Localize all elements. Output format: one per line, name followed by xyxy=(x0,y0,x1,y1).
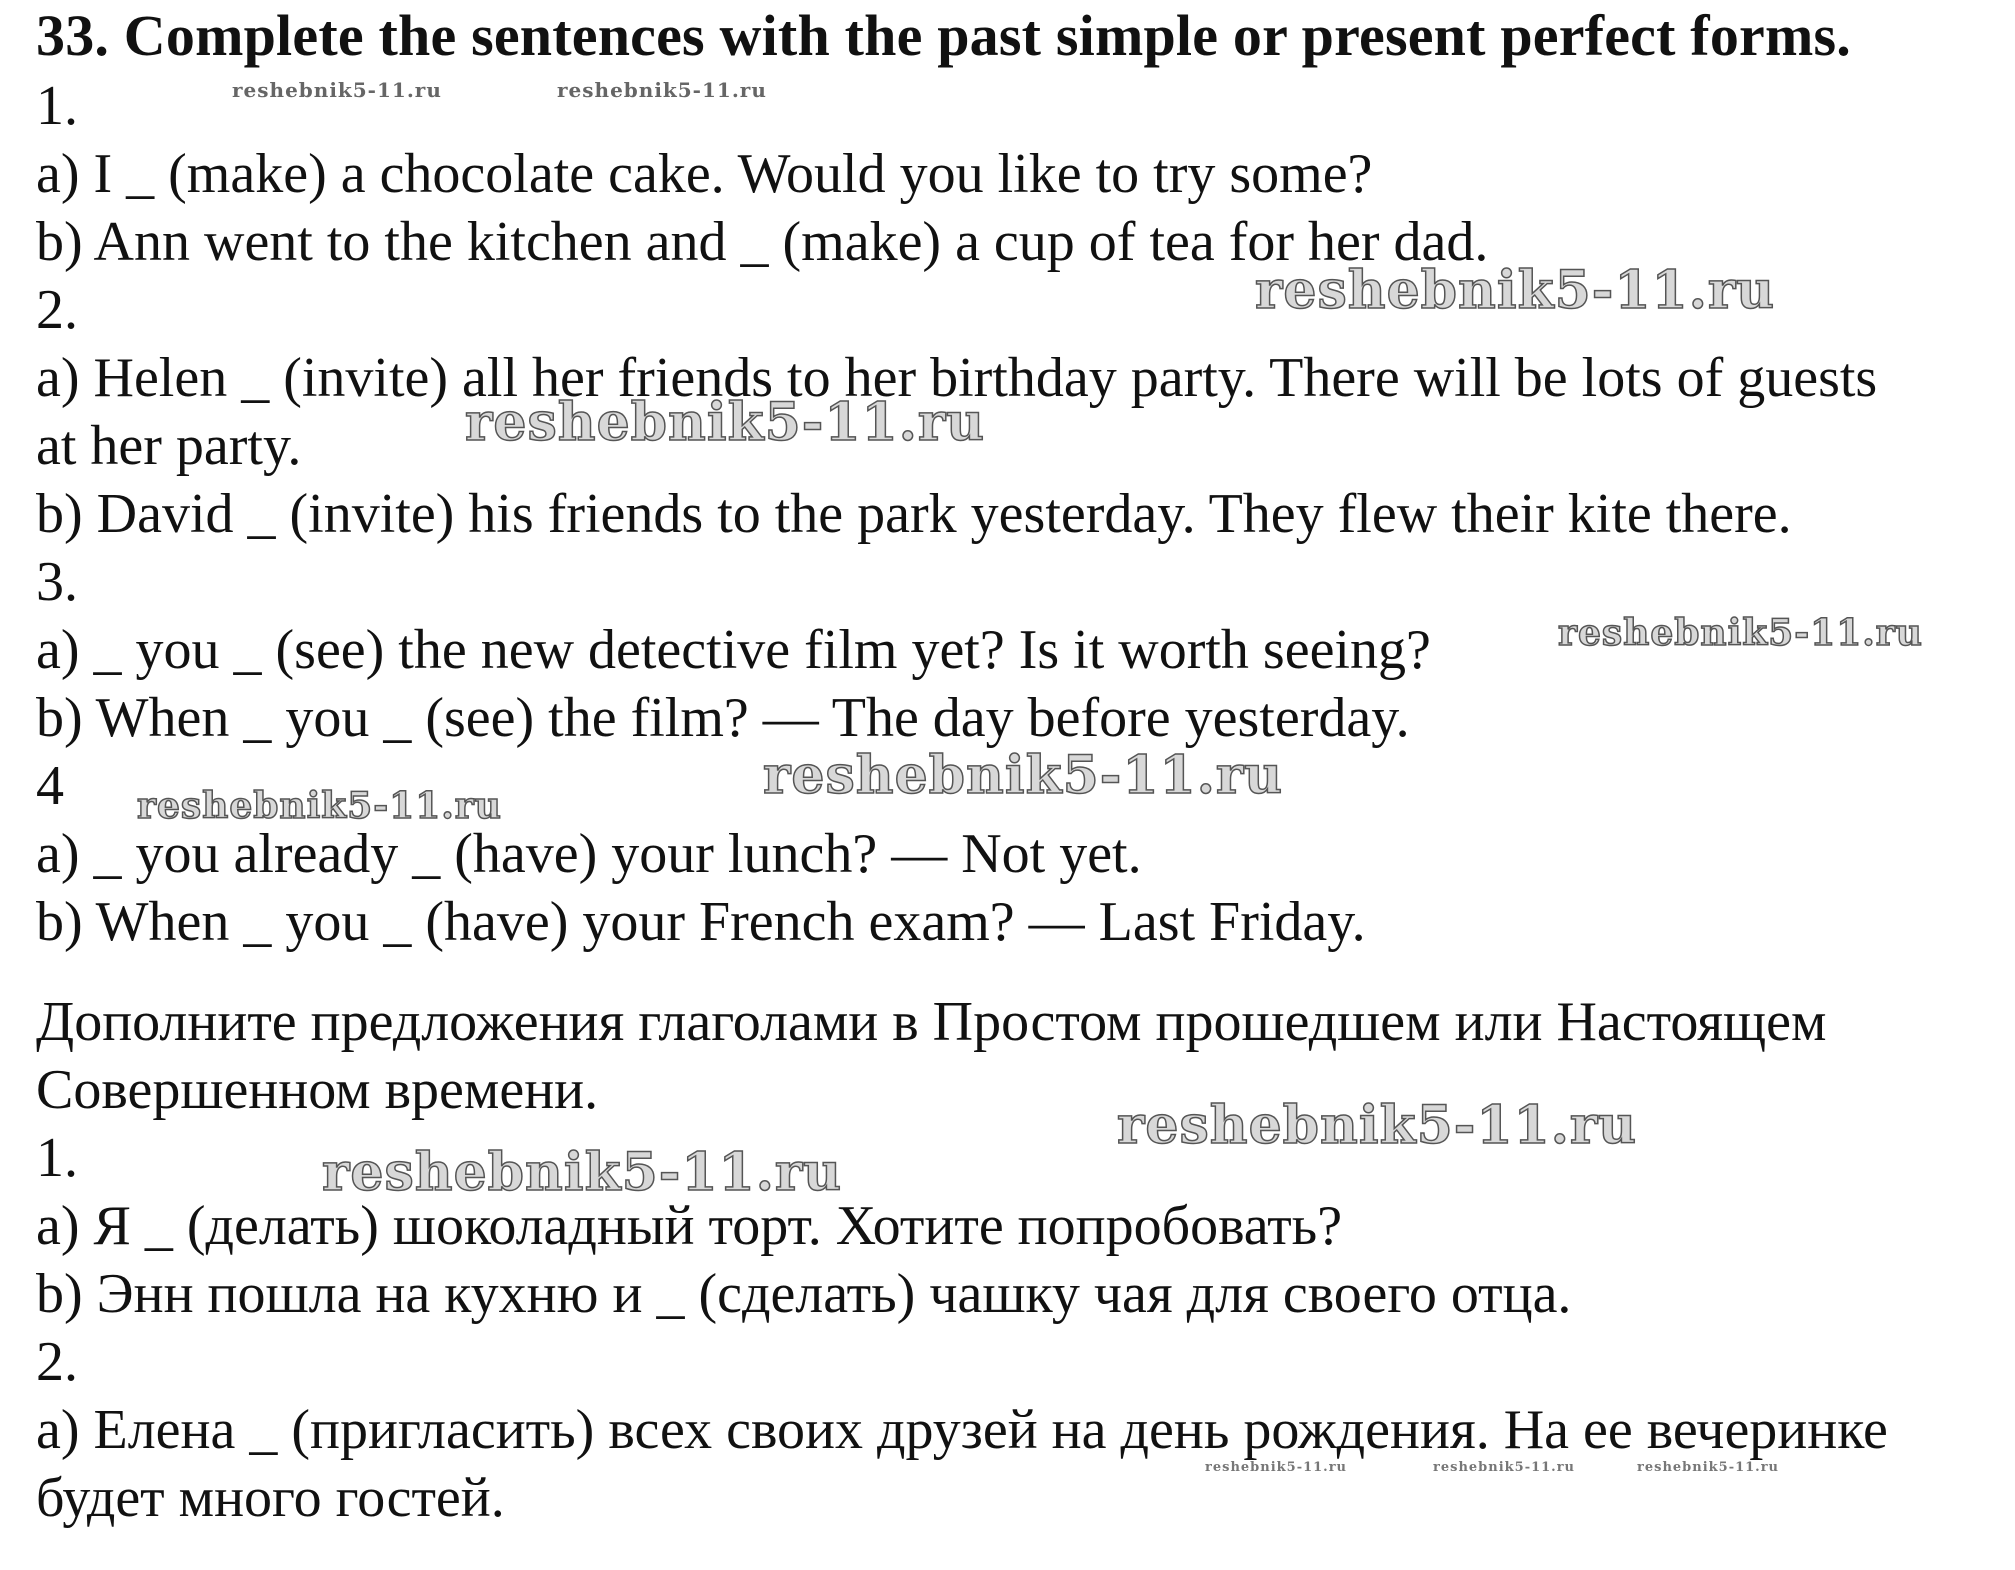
russian-instruction-line1: Дополните предложения глаголами в Простом прошедшем или Настоящем xyxy=(36,991,1827,1053)
russian-sentence-2a-line1: a) Елена _ (пригласить) всех своих друзей на день рождения. На ее вечеринке xyxy=(36,1399,1888,1461)
watermark: reshebnik5-11.ru xyxy=(322,1142,843,1203)
section-gap xyxy=(36,956,1996,988)
item-number-2: 2. xyxy=(36,279,78,341)
item-number-3: 3. xyxy=(36,551,78,613)
watermark: reshebnik5-11.ru xyxy=(465,392,986,453)
russian-sentence-1b: b) Энн пошла на кухню и _ (сделать) чашку чая для своего отца. xyxy=(36,1263,1572,1325)
sentence-2a-line2: at her party. xyxy=(36,415,302,477)
watermark: reshebnik5-11.ru xyxy=(232,78,442,102)
watermark: reshebnik5-11.ru xyxy=(1117,1095,1638,1156)
sentence-2a-line1: a) Helen _ (invite) all her friends to her birthday party. There will be lots of guests xyxy=(36,347,1878,409)
watermark: reshebnik5-11.ru xyxy=(763,745,1284,806)
sentence-3b: b) When _ you _ (see) the film? — The day before yesterday. xyxy=(36,687,1410,749)
sentence-1b: b) Ann went to the kitchen and _ (make) a cup of tea for her dad. xyxy=(36,211,1489,273)
sentence-4a: a) _ you already _ (have) your lunch? — Not yet. xyxy=(36,823,1142,885)
russian-sentence-1a: a) Я _ (делать) шоколадный торт. Хотите попробовать? xyxy=(36,1195,1343,1257)
russian-item-number-2: 2. xyxy=(36,1331,78,1393)
russian-item-number-1: 1. xyxy=(36,1127,78,1189)
watermark: reshebnik5-11.ru xyxy=(1255,260,1776,321)
sentence-2b: b) David _ (invite) his friends to the park yesterday. They flew their kite there. xyxy=(36,483,1792,545)
watermark: reshebnik5-11.ru xyxy=(1558,612,1923,654)
watermark: reshebnik5-11.ru xyxy=(1205,1460,1348,1475)
item-number-4: 4 xyxy=(36,755,64,817)
russian-instruction-line2: Совершенном времени. xyxy=(36,1059,599,1121)
watermark: reshebnik5-11.ru xyxy=(1433,1460,1576,1475)
exercise-title: 33. Complete the sentences with the past simple or present perfect forms. xyxy=(36,3,1851,68)
watermark: reshebnik5-11.ru xyxy=(557,78,767,102)
sentence-1a: a) I _ (make) a chocolate cake. Would you like to try some? xyxy=(36,143,1373,205)
russian-sentence-2a-line2: будет много гостей. xyxy=(36,1467,505,1529)
sentence-3a: a) _ you _ (see) the new detective film yet? Is it worth seeing? xyxy=(36,619,1431,681)
sentence-4b: b) When _ you _ (have) your French exam? — Last Friday. xyxy=(36,891,1366,953)
watermark: reshebnik5-11.ru xyxy=(1637,1460,1780,1475)
item-number-1: 1. xyxy=(36,75,78,137)
worksheet-page xyxy=(36,0,1996,1532)
watermark: reshebnik5-11.ru xyxy=(137,785,502,827)
